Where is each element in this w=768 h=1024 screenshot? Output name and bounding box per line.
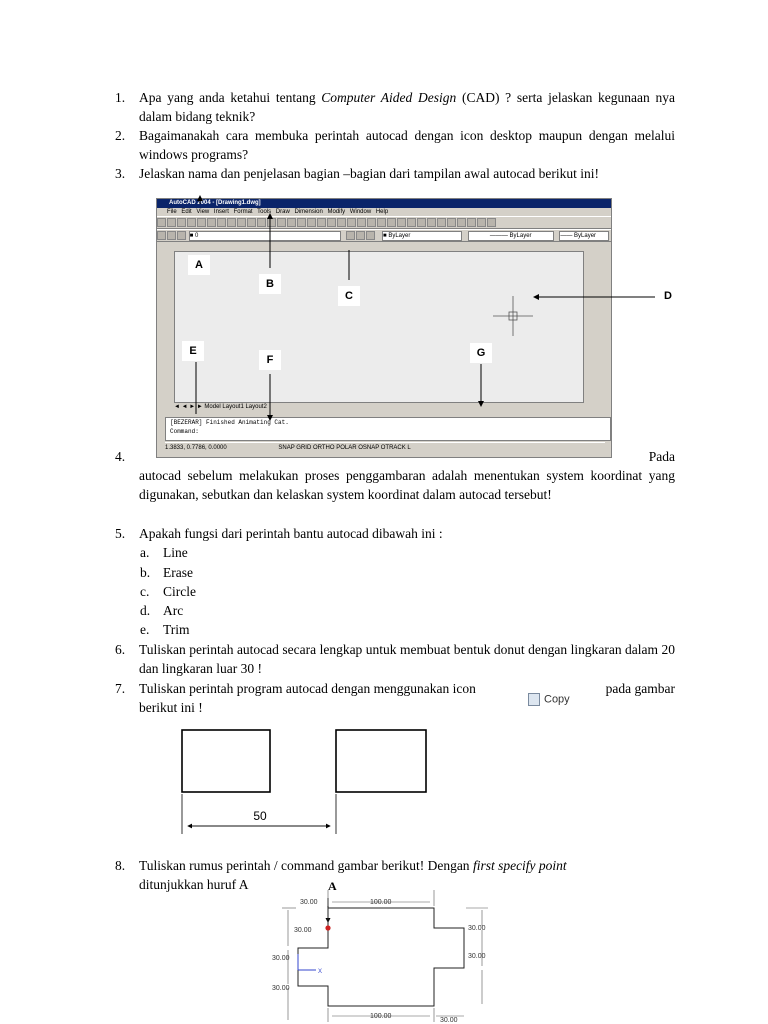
list-label: Line [163,545,188,560]
copy-figure [170,722,440,840]
callout-c: C [338,286,360,306]
question-text: pada gambar [605,681,675,696]
list-letter: c. [140,584,150,599]
dim-right-2: 30.00 [468,953,486,960]
list-letter: a. [140,545,150,560]
question-number: 4. [115,449,126,464]
copy-icon [528,693,540,706]
list-label: Trim [163,622,190,637]
rectangle-copy [336,730,426,792]
list-item [140,543,188,562]
question-text: Tuliskan perintah autocad secara lengkap untuk membuat bentuk donut dengan lingkaran dalam 20 dan lingkaran luar 30 ! [139,642,675,676]
command-history: [BEZERAR] Finished Animating Cat. [170,419,289,426]
question-text: Bagaimanakah cara membuka perintah autocad dengan icon desktop maupun dengan melalui windows programs? [139,128,675,162]
svg-text:X: X [318,969,323,975]
question-text-tail: Pada [648,449,675,464]
list-item [140,620,190,639]
coordinates-readout: 1.3833, 0.7786, 0.0000 [165,445,227,451]
first-point-label: A [328,879,337,893]
dim-left-3: 30.00 [272,985,290,992]
question-text: berikut ini ! [139,700,203,715]
question-4 [115,447,675,504]
cad-title-bar: AutoCAD 2004 - [Drawing1.dwg] [157,199,611,208]
dim-left-2: 30.00 [272,955,290,962]
dim-left-1: 30.00 [300,899,318,906]
list-item [140,582,196,601]
cad-layout-tabs: ◄ ◄ ► ► Model Layout1 Layout2 [174,403,582,412]
question-italic: Computer Aided Design [321,90,457,105]
callout-f: F [259,350,281,370]
question-5 [115,524,675,543]
lineweight-value: ByLayer [574,233,597,239]
layer-name: 0 [194,233,199,239]
callout-a: A [188,255,210,275]
question-text: Apakah fungsi dari perintah bantu autocad dibawah ini : [139,526,443,541]
linetype-value: ByLayer [509,233,532,239]
dim-right-1: 30.00 [468,925,486,932]
list-label: Erase [163,565,193,580]
question-text: (CAD) ? serta jelaskan kegunaan nya dalam bidang teknik? [139,90,675,124]
lineweight-dropdown: —— ByLayer [559,231,609,241]
first-point-marker [325,925,330,930]
question-number: 2. [115,128,126,143]
question-text: ditunjukkan huruf A [139,877,249,892]
polyline-figure [270,878,496,1024]
dim-bottom: 100.00 [370,1013,392,1020]
question-italic: first specify point [472,858,567,873]
copy-icon-label [528,693,570,706]
question-number: 7. [115,681,126,696]
list-label: Arc [163,603,184,618]
status-toggles: SNAP GRID ORTHO POLAR OSNAP OTRACK L [278,445,411,451]
callout-g: G [470,343,492,363]
question-number: 3. [115,166,126,181]
question-text: Apa yang anda ketahui tentang [139,90,322,105]
callout-e: E [182,341,204,361]
dim-left-4: 30.00 [294,927,312,934]
copy-label: Copy [544,693,570,706]
layer-dropdown: ■ 0 [189,231,341,241]
question-number: 1. [115,90,126,105]
dim-bottom-right: 30.00 [440,1017,458,1024]
question-number: 5. [115,526,126,541]
command-prompt: Command: [170,428,199,435]
list-label: Circle [163,584,196,599]
polyline-shape [298,908,464,1006]
list-item [140,601,183,620]
color-value: ByLayer [388,233,411,239]
question-text: Jelaskan nama dan penjelasan bagian –bagian dari tampilan awal autocad berikut ini! [139,166,599,181]
layout-tabs-text: Model Layout1 Layout2 [204,404,267,410]
list-letter: e. [140,622,150,637]
question-6 [115,640,675,678]
rectangle-original [182,730,270,792]
color-dropdown: ■ ByLayer [382,231,462,241]
list-item [140,563,193,582]
callout-d: D [664,290,672,302]
callout-b: B [259,274,281,294]
question-text: autocad sebelum melakukan proses penggambaran adalah menentukan system koordinat yang digunakan, sebutkan dan kelaskan system koordinat dalam autocad tersebut! [139,468,675,502]
question-text: Tuliskan rumus perintah / command gambar berikut! Dengan [139,858,473,873]
question-number: 6. [115,642,126,657]
question-text: Tuliskan perintah program autocad dengan menggunakan icon [139,681,476,696]
list-letter: b. [140,565,151,580]
question-7 [115,679,675,717]
dim-top: 100.00 [370,899,392,906]
linetype-dropdown: ——— ByLayer [468,231,554,241]
question-number: 8. [115,858,126,873]
list-letter: d. [140,603,151,618]
dimension-label: 50 [253,809,267,823]
cad-menu-bar: File Edit View Insert Format Tools Draw Dimension Modify Window Help [157,208,611,216]
